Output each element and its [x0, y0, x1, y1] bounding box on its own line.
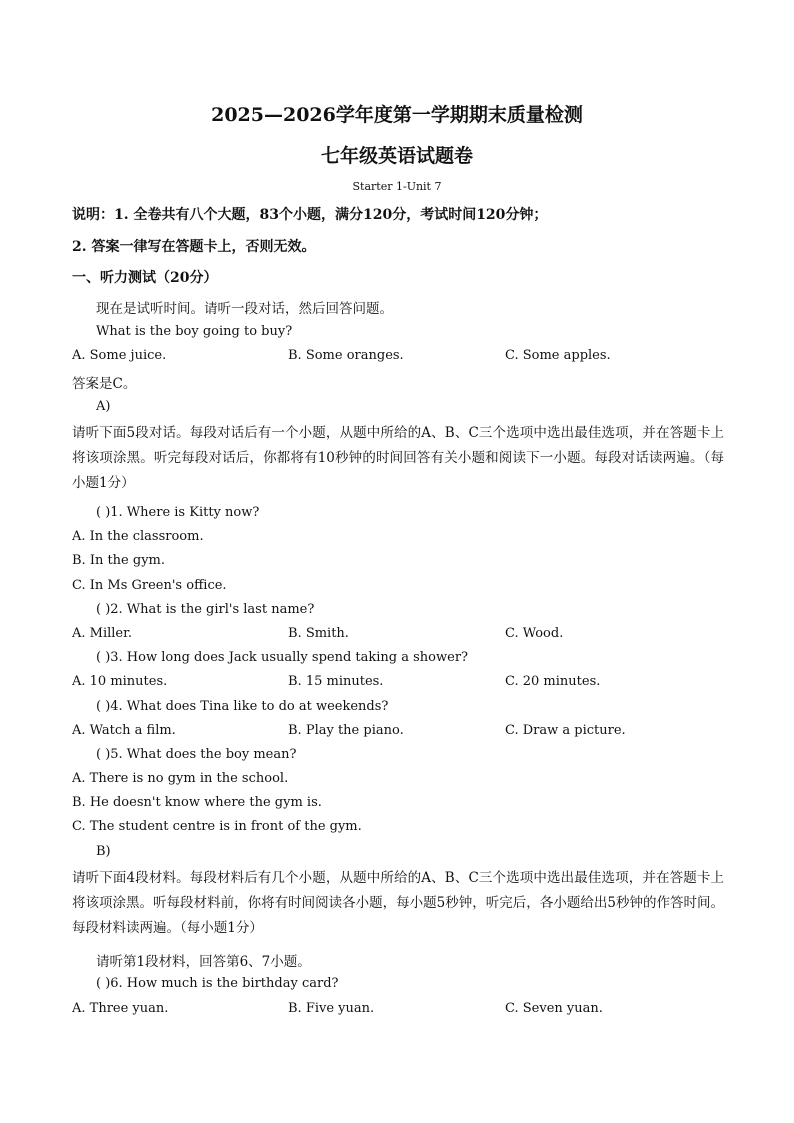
part-b-material-1: 请听第1段材料，回答第6、7小题。: [96, 954, 311, 970]
question-5-option-a: A. There is no gym in the school.: [72, 771, 289, 786]
question-2-option-a: A. Miller.: [72, 626, 133, 641]
question-2-option-b: B. Smith.: [288, 626, 349, 641]
example-option-c: C. Some apples.: [505, 348, 611, 363]
example-option-a: A. Some juice.: [72, 348, 167, 363]
example-intro: 现在是试听时间。请听一段对话，然后回答问题。: [96, 301, 393, 317]
question-6-option-a: A. Three yuan.: [72, 1001, 169, 1016]
part-b-directions: 请听下面4段材料。每段材料后有几个小题，从题中所给的A、B、C三个选项中选出最佳选项，并在答题卡上将该项涂黑。听每段材料前，你将有时间阅读各小题，每小题5秒钟，听完后，各小题给出5秒钟的作答时间。每段材料读两遍。（每小题1分）: [72, 870, 724, 936]
question-5-option-c: C. The student centre is in front of the gym.: [72, 819, 362, 834]
question-2-option-c: C. Wood.: [505, 626, 564, 641]
instruction-line-1: 说明：1. 全卷共有八个大题，83个小题，满分120分，考试时间120分钟；: [72, 207, 548, 223]
question-4-option-c: C. Draw a picture.: [505, 723, 626, 738]
example-answer: 答案是C。: [72, 376, 137, 392]
question-5-option-b: B. He doesn't know where the gym is.: [72, 795, 322, 810]
instruction-line-2: 2. 答案一律写在答题卡上，否则无效。: [72, 239, 316, 255]
question-3-option-b: B. 15 minutes.: [288, 674, 384, 689]
question-2-stem: ( )2. What is the girl's last name?: [96, 602, 315, 617]
section-heading: 一、听力测试（20分）: [72, 270, 218, 286]
part-a-directions: 请听下面5段对话。每段对话后有一个小题，从题中所给的A、B、C三个选项中选出最佳选项，并在答题卡上将该项涂黑。听完每段对话后，你都将有10秒钟的时间回答有关小题和阅读下一小题。每段对话读两遍。（每小题1分）: [72, 425, 724, 491]
question-1-option-a: A. In the classroom.: [72, 529, 204, 544]
question-4-option-b: B. Play the piano.: [288, 723, 404, 738]
exam-scope: Starter 1-Unit 7: [352, 180, 442, 193]
question-3-option-a: A. 10 minutes.: [72, 674, 168, 689]
question-5-stem: ( )5. What does the boy mean?: [96, 747, 297, 762]
question-1-stem: ( )1. Where is Kitty now?: [96, 505, 260, 520]
example-question: What is the boy going to buy?: [96, 324, 293, 339]
question-6-stem: ( )6. How much is the birthday card?: [96, 976, 339, 991]
question-3-stem: ( )3. How long does Jack usually spend taking a shower?: [96, 650, 469, 665]
question-6-option-c: C. Seven yuan.: [505, 1001, 603, 1016]
part-a-label: A): [96, 399, 111, 414]
question-4-option-a: A. Watch a film.: [72, 723, 176, 738]
question-6-option-b: B. Five yuan.: [288, 1001, 375, 1016]
question-3-option-c: C. 20 minutes.: [505, 674, 601, 689]
example-option-b: B. Some oranges.: [288, 348, 404, 363]
exam-subtitle: 七年级英语试题卷: [320, 145, 473, 167]
question-1-option-c: C. In Ms Green's office.: [72, 578, 227, 593]
part-b-label: B): [96, 844, 111, 859]
exam-title: 2025—2026学年度第一学期期末质量检测: [211, 104, 583, 126]
question-1-option-b: B. In the gym.: [72, 553, 166, 568]
question-4-stem: ( )4. What does Tina like to do at weekends?: [96, 699, 389, 714]
